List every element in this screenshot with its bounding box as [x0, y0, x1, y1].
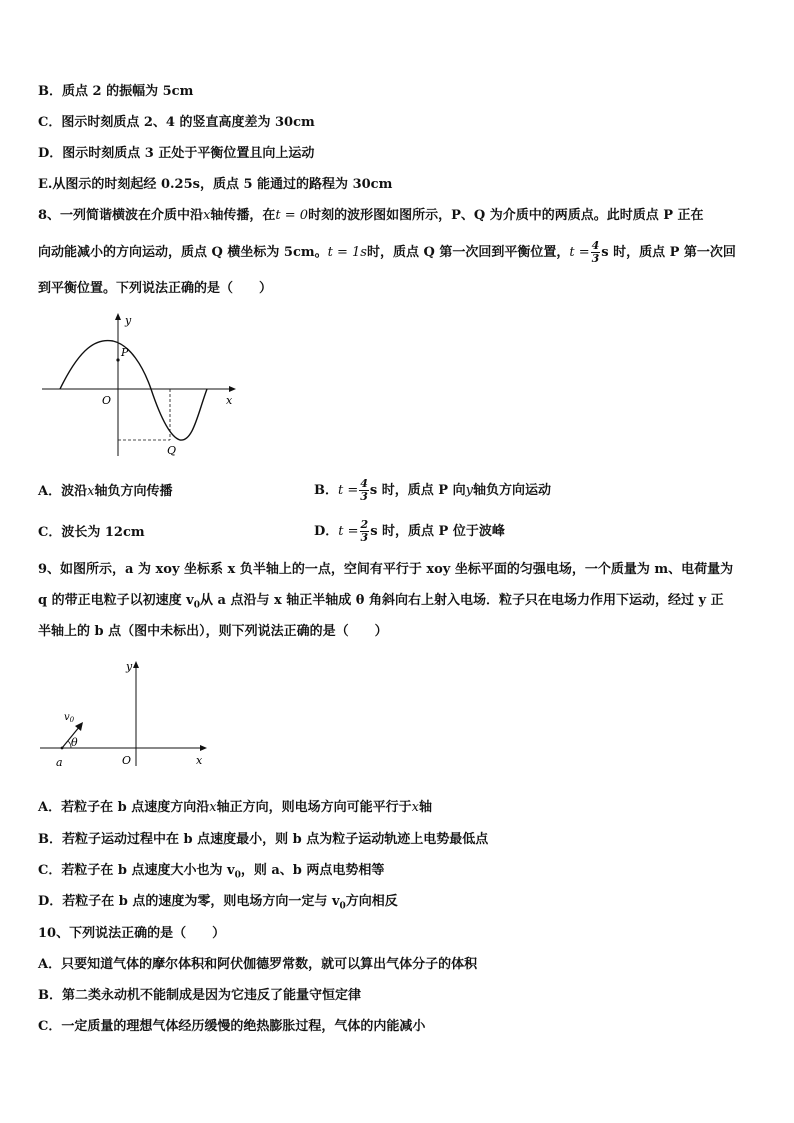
v0-label: $v_0$ [64, 712, 75, 724]
q8-option-b: B．t = $\frac{4}{3}$ s 时，质点 P 向y轴负方向运动 [314, 477, 551, 503]
point-p [116, 358, 119, 361]
q10-option-c: C．一定质量的理想气体经历缓慢的绝热膨胀过程，气体的内能减小 [38, 1019, 426, 1034]
q9-stem-line1: 9、如图所示，a 为 xoy 坐标系 x 负半轴上的一点，空间有平行于 xoy 坐标平面的匀强电场，一个质量为 m、电荷量为 [38, 562, 734, 577]
q9-field-figure [38, 654, 214, 772]
velocity-arrowhead [75, 722, 83, 731]
q8-stem-line2: 向动能减小的方向运动，质点 Q 横坐标为 5cm。t = 1s时，质点 Q 第一次回到平衡位置，t = $\frac{4}{3}$ s 时，质点 P 第一次回 [38, 239, 736, 265]
q7-option-b: B．质点 2 的振幅为 5cm [38, 84, 194, 99]
q8-stem-line3: 到平衡位置。下列说法正确的是（ ） [38, 281, 273, 296]
q10-option-a: A．只要知道气体的摩尔体积和阿伏伽德罗常数，就可以算出气体分子的体积 [38, 957, 478, 972]
q9-option-d: D．若粒子在 b 点的速度为零，则电场方向一定与 $v_0$方向相反 [38, 894, 398, 912]
x-axis-label: x [196, 754, 203, 767]
q10-stem: 10、下列说法正确的是（ ） [38, 926, 226, 941]
q-label: Q [167, 444, 177, 457]
point-a [61, 747, 64, 750]
fraction-4-3: $\frac{4}{3}$ [591, 239, 600, 265]
origin-label: O [102, 394, 112, 407]
p-label: P [121, 346, 129, 359]
x-axis-arrow [229, 386, 236, 392]
x-axis-label: x [226, 394, 233, 407]
q7-option-c: C．图示时刻质点 2、4 的竖直高度差为 30cm [38, 115, 315, 130]
wave-curve [60, 341, 207, 441]
q9-option-c: C．若粒子在 b 点速度大小也为 $v_0$，则 a、b 两点电势相等 [38, 863, 385, 881]
q9-stem-line3: 半轴上的 b 点（图中未标出），则下列说法正确的是（ ） [38, 624, 388, 639]
q10-option-b: B．第二类永动机不能制成是因为它违反了能量守恒定律 [38, 988, 361, 1003]
a-label: a [56, 756, 63, 769]
origin-label: O [122, 754, 132, 767]
q7-option-e: E.从图示的时刻起经 0.25s，质点 5 能通过的路程为 30cm [38, 177, 393, 192]
y-axis-arrow [115, 313, 121, 320]
y-axis-arrow [133, 661, 139, 668]
q9-option-b: B．若粒子运动过程中在 b 点速度最小，则 b 点为粒子运动轨迹上电势最低点 [38, 832, 489, 847]
x-axis-arrow [200, 745, 207, 751]
q9-option-a: A．若粒子在 b 点速度方向沿x轴正方向，则电场方向可能平行于x轴 [38, 800, 432, 815]
q9-stem-line2: q 的带正电粒子以初速度 $v_0$从 a 点沿与 x 轴正半轴成 θ 角斜向右上射入电场．粒子只在电场力作用下运动，经过 y 正 [38, 593, 724, 611]
q8-option-d: D．t = $\frac{2}{3}$ s 时，质点 P 位于波峰 [314, 518, 505, 544]
y-axis-label: y [126, 660, 133, 673]
q7-option-d: D．图示时刻质点 3 正处于平衡位置且向上运动 [38, 146, 315, 161]
q8-wave-figure [38, 308, 248, 460]
theta-label: θ [71, 736, 78, 749]
y-axis-label: y [125, 314, 132, 327]
q8-stem-line1: 8、一列简谐横波在介质中沿x轴传播，在t = 0时刻的波形图如图所示，P、Q 为介质中的两质点。此时质点 P 正在 [38, 208, 704, 223]
q8-option-c: C．波长为 12cm [38, 525, 145, 540]
q8-option-a: A．波沿x轴负方向传播 [38, 484, 173, 499]
